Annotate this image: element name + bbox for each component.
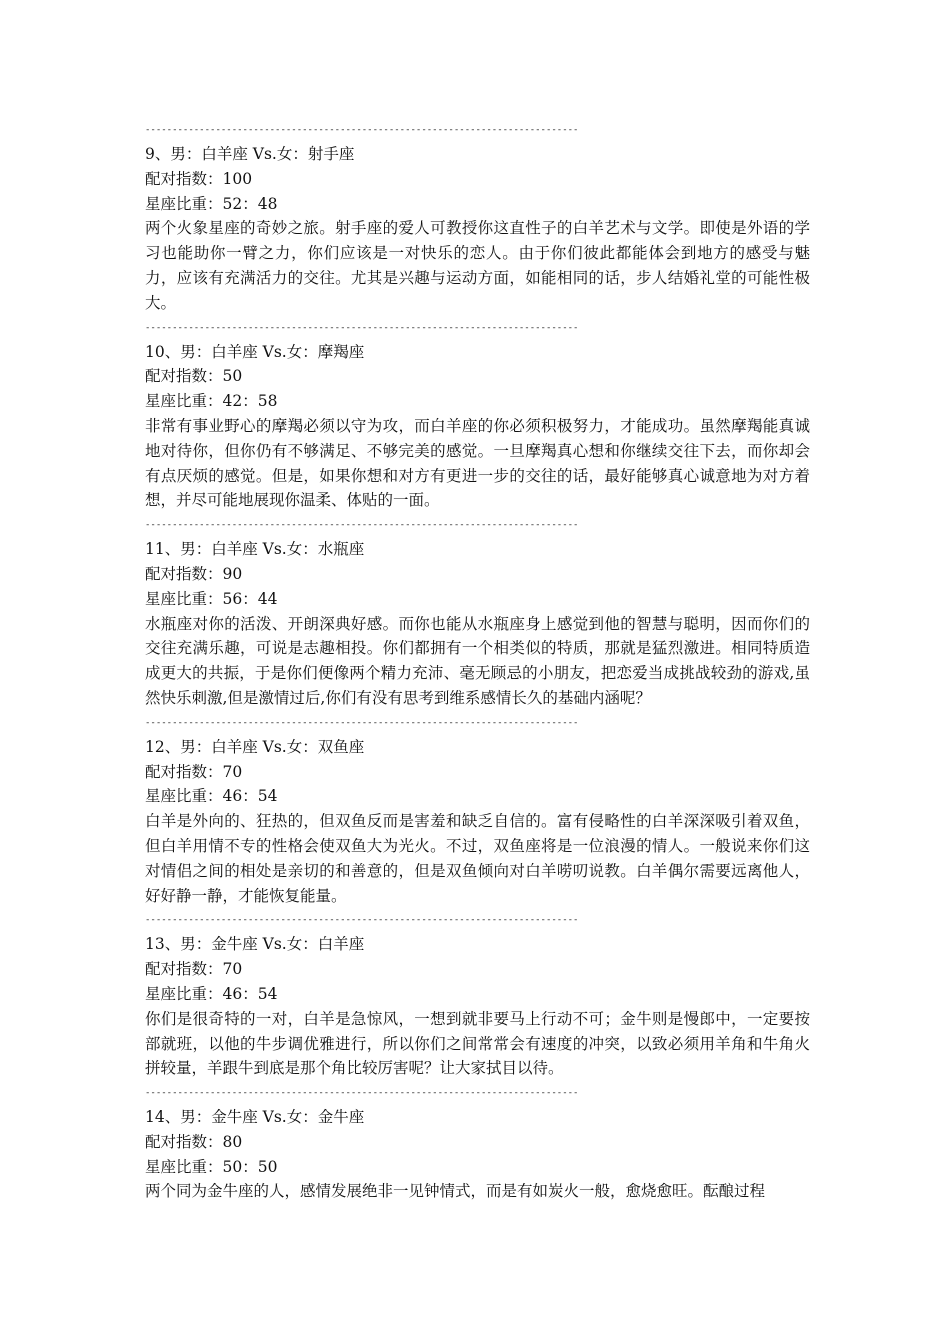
entry-score: 配对指数：100 [145, 169, 253, 188]
entry-description: 你们是很奇特的一对，白羊是急惊风，一想到就非要马上行动不可；金牛则是慢郎中，一定要按部就班，以他的牛步调优雅进行，所以你们之间常常会有速度的冲突，以致必须用羊角和牛角火拼较量，羊跟牛到底是那个角比较厉害呢？让大家拭目以待。 [145, 1009, 810, 1078]
match-entry [145, 932, 810, 1081]
match-entry [145, 1105, 810, 1204]
entry-description: 白羊是外向的、狂热的，但双鱼反而是害羞和缺乏自信的。富有侵略性的白羊深深吸引着双鱼，但白羊用情不专的性格会使双鱼大为光火。不过，双鱼座将是一位浪漫的情人。一般说来你们这对情侣之间的相处是亲切的和善意的，但是双鱼倾向对白羊唠叨说教。白羊偶尔需要远离他人，好好静一静，才能恢复能量。 [145, 812, 810, 905]
entry-score: 配对指数：50 [145, 367, 243, 386]
entry-ratio: 星座比重：50：50 [145, 1157, 278, 1176]
match-entry [145, 340, 810, 514]
section-divider: -------------------------------------------------------------------------------- [145, 125, 579, 135]
section-divider: -------------------------------------------------------------------------------- [145, 520, 579, 531]
entry-ratio: 星座比重：56：44 [145, 589, 278, 608]
entry-ratio: 星座比重：46：54 [145, 787, 278, 806]
entry-title: 10、男：白羊座 Vs.女：摩羯座 [145, 342, 365, 361]
entry-description: 两个火象星座的奇妙之旅。射手座的爱人可教授你这直性子的白羊艺术与文学。即使是外语的学习也能助你一臂之力，你们应该是一对快乐的恋人。由于你们彼此都能体会到地方的感受与魅力，应该有充满活力的交往。尤其是兴趣与运动方面，如能相同的话，步人结婚礼堂的可能性极大。 [145, 219, 810, 312]
entry-title: 14、男：金牛座 Vs.女：金牛座 [145, 1108, 365, 1127]
entry-score: 配对指数：70 [145, 960, 243, 979]
section-divider: -------------------------------------------------------------------------------- [145, 915, 579, 926]
match-entry [145, 735, 810, 909]
entry-ratio: 星座比重：52：48 [145, 194, 278, 213]
entry-title: 11、男：白羊座 Vs.女：水瓶座 [145, 540, 365, 559]
document-page [145, 118, 810, 1204]
section-divider: -------------------------------------------------------------------------------- [145, 322, 579, 333]
entry-description: 两个同为金牛座的人，感情发展绝非一见钟情式，而是有如炭火一般，愈烧愈旺。酝酿过程 [145, 1182, 766, 1201]
entry-score: 配对指数：80 [145, 1132, 243, 1151]
entry-title: 9、男：白羊座 Vs.女：射手座 [145, 145, 355, 163]
entry-title: 13、男：金牛座 Vs.女：白羊座 [145, 935, 365, 954]
entry-ratio: 星座比重：46：54 [145, 984, 278, 1003]
match-entry [145, 142, 810, 316]
entry-ratio: 星座比重：42：58 [145, 392, 278, 411]
match-entry [145, 537, 810, 711]
entry-title: 12、男：白羊座 Vs.女：双鱼座 [145, 737, 365, 756]
entry-score: 配对指数：90 [145, 564, 243, 583]
entry-score: 配对指数：70 [145, 762, 243, 781]
entry-description: 水瓶座对你的活泼、开朗深典好感。而你也能从水瓶座身上感觉到他的智慧与聪明，因而你们的交往充满乐趣，可说是志趣相投。你们都拥有一个相类似的特质，那就是猛烈激进。相同特质造成更大的共振，于是你们便像两个精力充沛、毫无顾忌的小朋友，把恋爱当成挑战较劲的游戏,虽然快乐刺激,但是激情过后,你们有没有思考到维系感情长久的基础内涵呢？ [145, 614, 810, 707]
section-divider: -------------------------------------------------------------------------------- [145, 717, 579, 728]
section-divider: -------------------------------------------------------------------------------- [145, 1088, 579, 1099]
entry-description: 非常有事业野心的摩羯必须以守为攻，而白羊座的你必须积极努力，才能成功。虽然摩羯能真诚地对待你，但你仍有不够满足、不够完美的感觉。一旦摩羯真心想和你继续交往下去，而你却会有点厌烦的感觉。但是，如果你想和对方有更进一步的交往的话，最好能够真心诚意地为对方着想，并尽可能地展现你温柔、体贴的一面。 [145, 416, 810, 510]
